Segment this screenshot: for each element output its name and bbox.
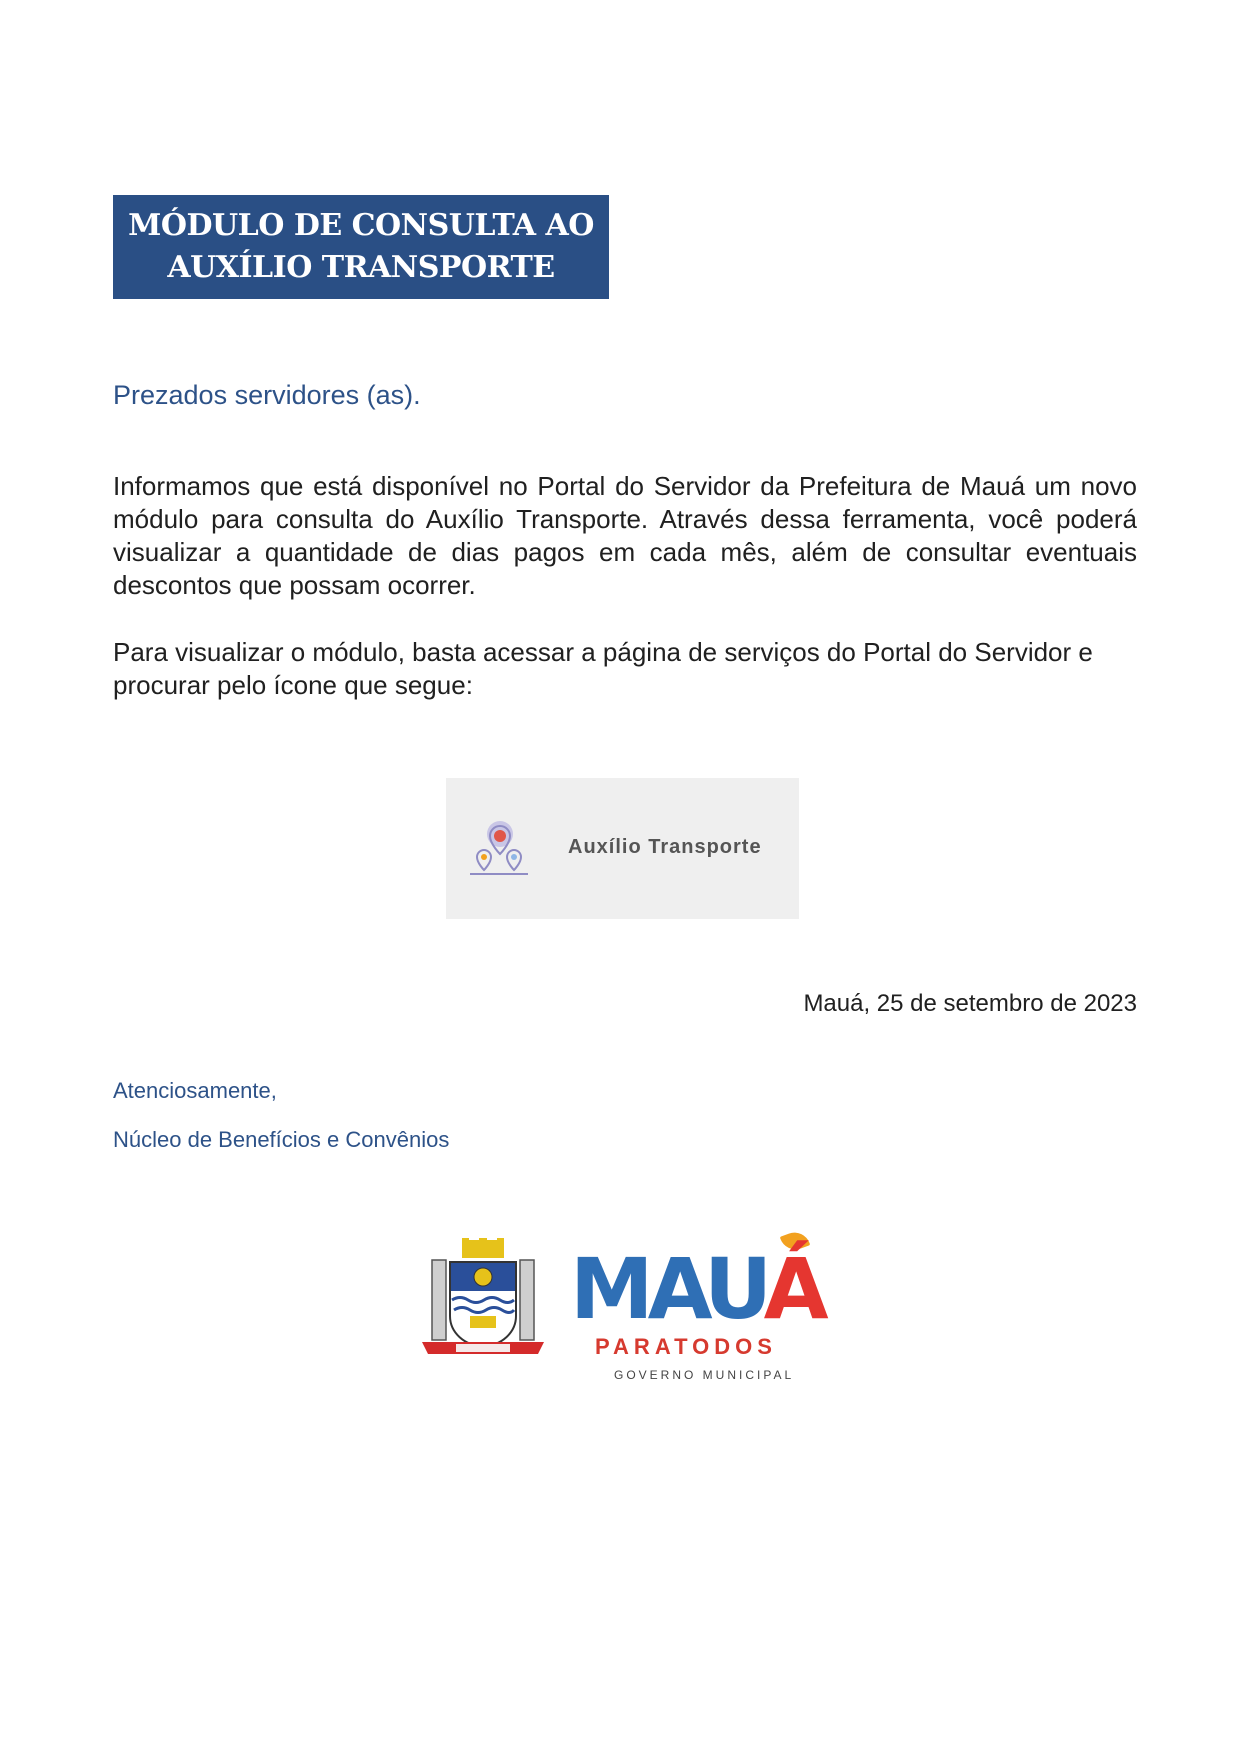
service-card-label: Auxílio Transporte [568,836,762,858]
brand-wordmark-blue: MAU [570,1240,764,1338]
closing-salutation: Atenciosamente, [113,1078,277,1103]
date-line: Mauá, 25 de setembro de 2023 [803,990,1137,1017]
document-title-banner [113,195,609,299]
brand-tagline: PARATODOS [595,1334,777,1359]
body-paragraph-1: Informamos que está disponível no Portal do Servidor da Prefeitura de Mauá um novo módulo para consulta do Auxílio Transporte. Através dessa ferramenta, você poderá visualizar a quantidade de dias pagos em cada mês, além de consultar eventuais descontos que possam ocorrer. [113,471,1137,600]
brand-wordmark [570,1240,823,1338]
municipal-coat-of-arms-logo [418,1238,548,1363]
greeting: Prezados servidores (as). [113,380,421,410]
service-card-auxilio-transporte[interactable] [446,778,799,919]
map-pins-icon [464,820,534,880]
brand-subtitle: GOVERNO MUNICIPAL [614,1368,795,1382]
body-paragraph-2: Para visualizar o módulo, basta acessar a página de serviços do Portal do Servidor e procurar pelo ícone que segue: [113,637,1093,700]
title-line-2: AUXÍLIO TRANSPORTE [167,250,555,285]
sender-department: Núcleo de Benefícios e Convênios [113,1127,450,1152]
title-line-1: MÓDULO DE CONSULTA AO [128,208,594,243]
maua-para-todos-logo [570,1232,830,1382]
brand-wordmark-red: Á [763,1240,823,1338]
